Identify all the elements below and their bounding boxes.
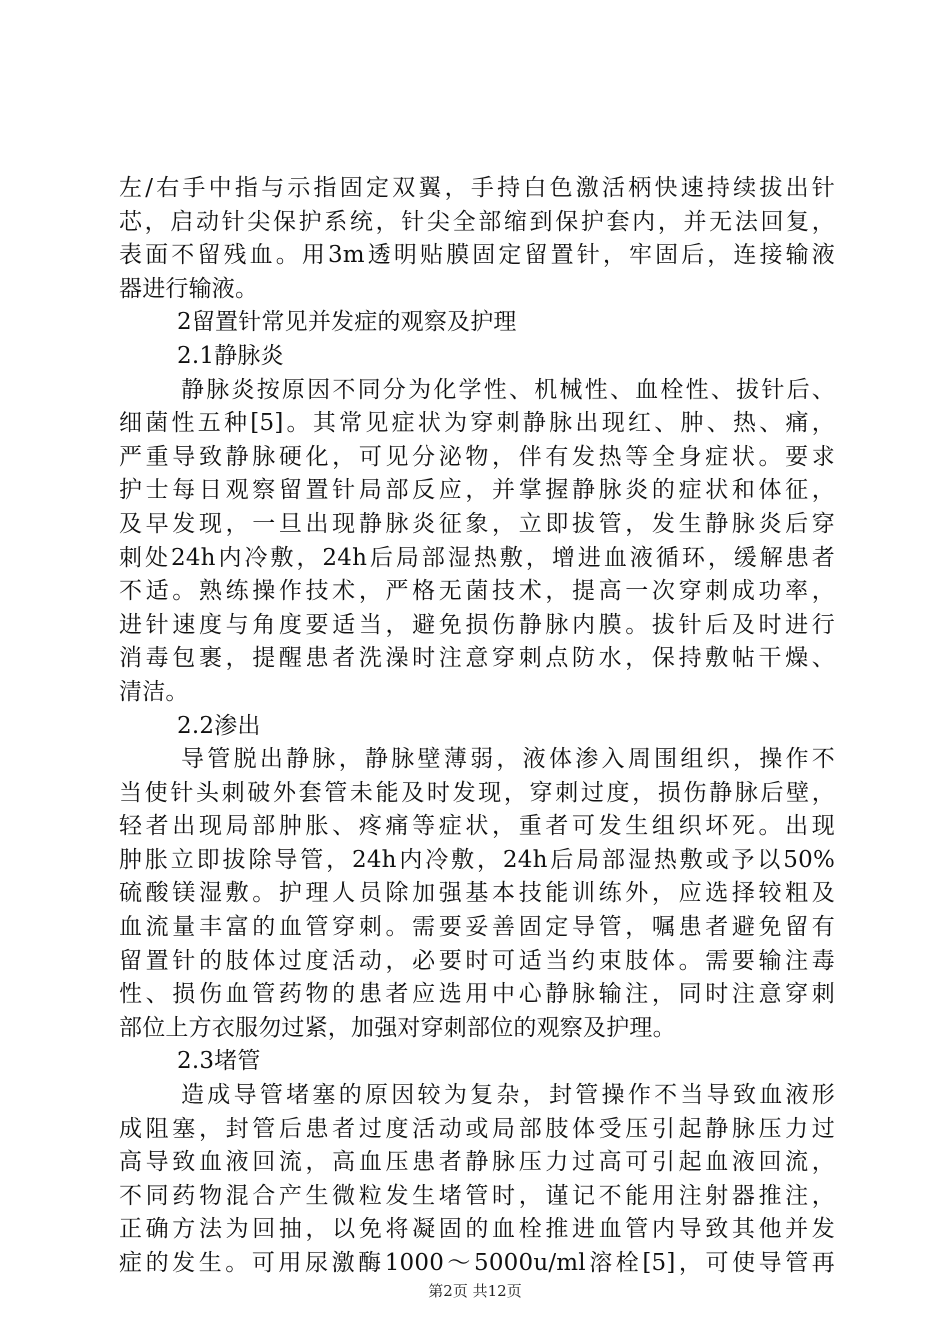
section-heading: 2.3堵管 bbox=[177, 1048, 261, 1075]
text-line: 症的发生。可用尿激酶1000～5000u/ml溶栓[5]，可使导管再 bbox=[119, 1250, 835, 1276]
text-line: 表面不留残血。用3m透明贴膜固定留置针，牢固后，连接输液 bbox=[119, 242, 835, 269]
text-line: 静脉炎按原因不同分为化学性、机械性、血栓性、拔针后、 bbox=[181, 376, 835, 403]
text-line: 硫酸镁湿敷。护理人员除加强基本技能训练外，应选择较粗及 bbox=[119, 880, 835, 907]
section-heading: 2留置针常见并发症的观察及护理 bbox=[177, 309, 517, 336]
text-line: 性、损伤血管药物的患者应选用中心静脉输注，同时注意穿刺 bbox=[119, 981, 835, 1008]
text-line: 护士每日观察留置针局部反应，并掌握静脉炎的症状和体征， bbox=[119, 477, 835, 504]
text-line: 血流量丰富的血管穿刺。需要妥善固定导管，嘱患者避免留有 bbox=[119, 914, 835, 941]
text-line: 当使针头刺破外套管未能及时发现，穿刺过度，损伤静脉后壁， bbox=[119, 779, 835, 806]
text-line: 严重导致静脉硬化，可见分泌物，伴有发热等全身症状。要求 bbox=[119, 443, 835, 470]
text-line: 不适。熟练操作技术，严格无菌技术，提高一次穿刺成功率， bbox=[119, 578, 835, 605]
text-line: 造成导管堵塞的原因较为复杂，封管操作不当导致血液形 bbox=[181, 1082, 835, 1109]
text-line: 留置针的肢体过度活动，必要时可适当约束肢体。需要输注毒 bbox=[119, 947, 835, 974]
text-line: 不同药物混合产生微粒发生堵管时，谨记不能用注射器推注， bbox=[119, 1182, 835, 1209]
text-line: 正确方法为回抽，以免将凝固的血栓推进血管内导致其他并发 bbox=[119, 1216, 835, 1243]
text-line: 高导致血液回流，高血压患者静脉压力过高可引起血液回流， bbox=[119, 1149, 835, 1176]
text-line: 导管脱出静脉，静脉壁薄弱，液体渗入周围组织，操作不 bbox=[181, 746, 835, 773]
section-heading: 2.1静脉炎 bbox=[177, 342, 284, 369]
text-line: 刺处24h内冷敷，24h后局部湿热敷，增进血液循环，缓解患者 bbox=[119, 544, 835, 571]
text-line: 轻者出现局部肿胀、疼痛等症状，重者可发生组织坏死。出现 bbox=[119, 813, 835, 840]
text-line: 器进行输液。 bbox=[119, 275, 259, 302]
text-line: 成阻塞，封管后患者过度活动或局部肢体受压引起静脉压力过 bbox=[119, 1115, 835, 1142]
text-line: 进针速度与角度要适当，避免损伤静脉内膜。拔针后及时进行 bbox=[119, 611, 835, 638]
section-heading: 2.2渗出 bbox=[177, 712, 261, 739]
page-footer: 第2页 共12页 bbox=[428, 1282, 522, 1300]
body-text bbox=[119, 172, 835, 1281]
text-line: 及早发现，一旦出现静脉炎征象，立即拔管，发生静脉炎后穿 bbox=[119, 510, 835, 537]
text-line: 部位上方衣服勿过紧，加强对穿刺部位的观察及护理。 bbox=[119, 1014, 676, 1041]
text-line: 清洁。 bbox=[119, 678, 189, 705]
text-line: 左/右手中指与示指固定双翼，手持白色激活柄快速持续拔出针 bbox=[119, 175, 835, 201]
text-line: 消毒包裹，提醒患者洗澡时注意穿刺点防水，保持敷帖干燥、 bbox=[119, 645, 835, 672]
text-line: 细菌性五种[5]。其常见症状为穿刺静脉出现红、肿、热、痛， bbox=[119, 410, 835, 437]
text-line: 肿胀立即拔除导管，24h内冷敷，24h后局部湿热敷或予以50% bbox=[119, 846, 835, 873]
text-line: 芯，启动针尖保护系统，针尖全部缩到保护套内，并无法回复， bbox=[119, 208, 835, 235]
